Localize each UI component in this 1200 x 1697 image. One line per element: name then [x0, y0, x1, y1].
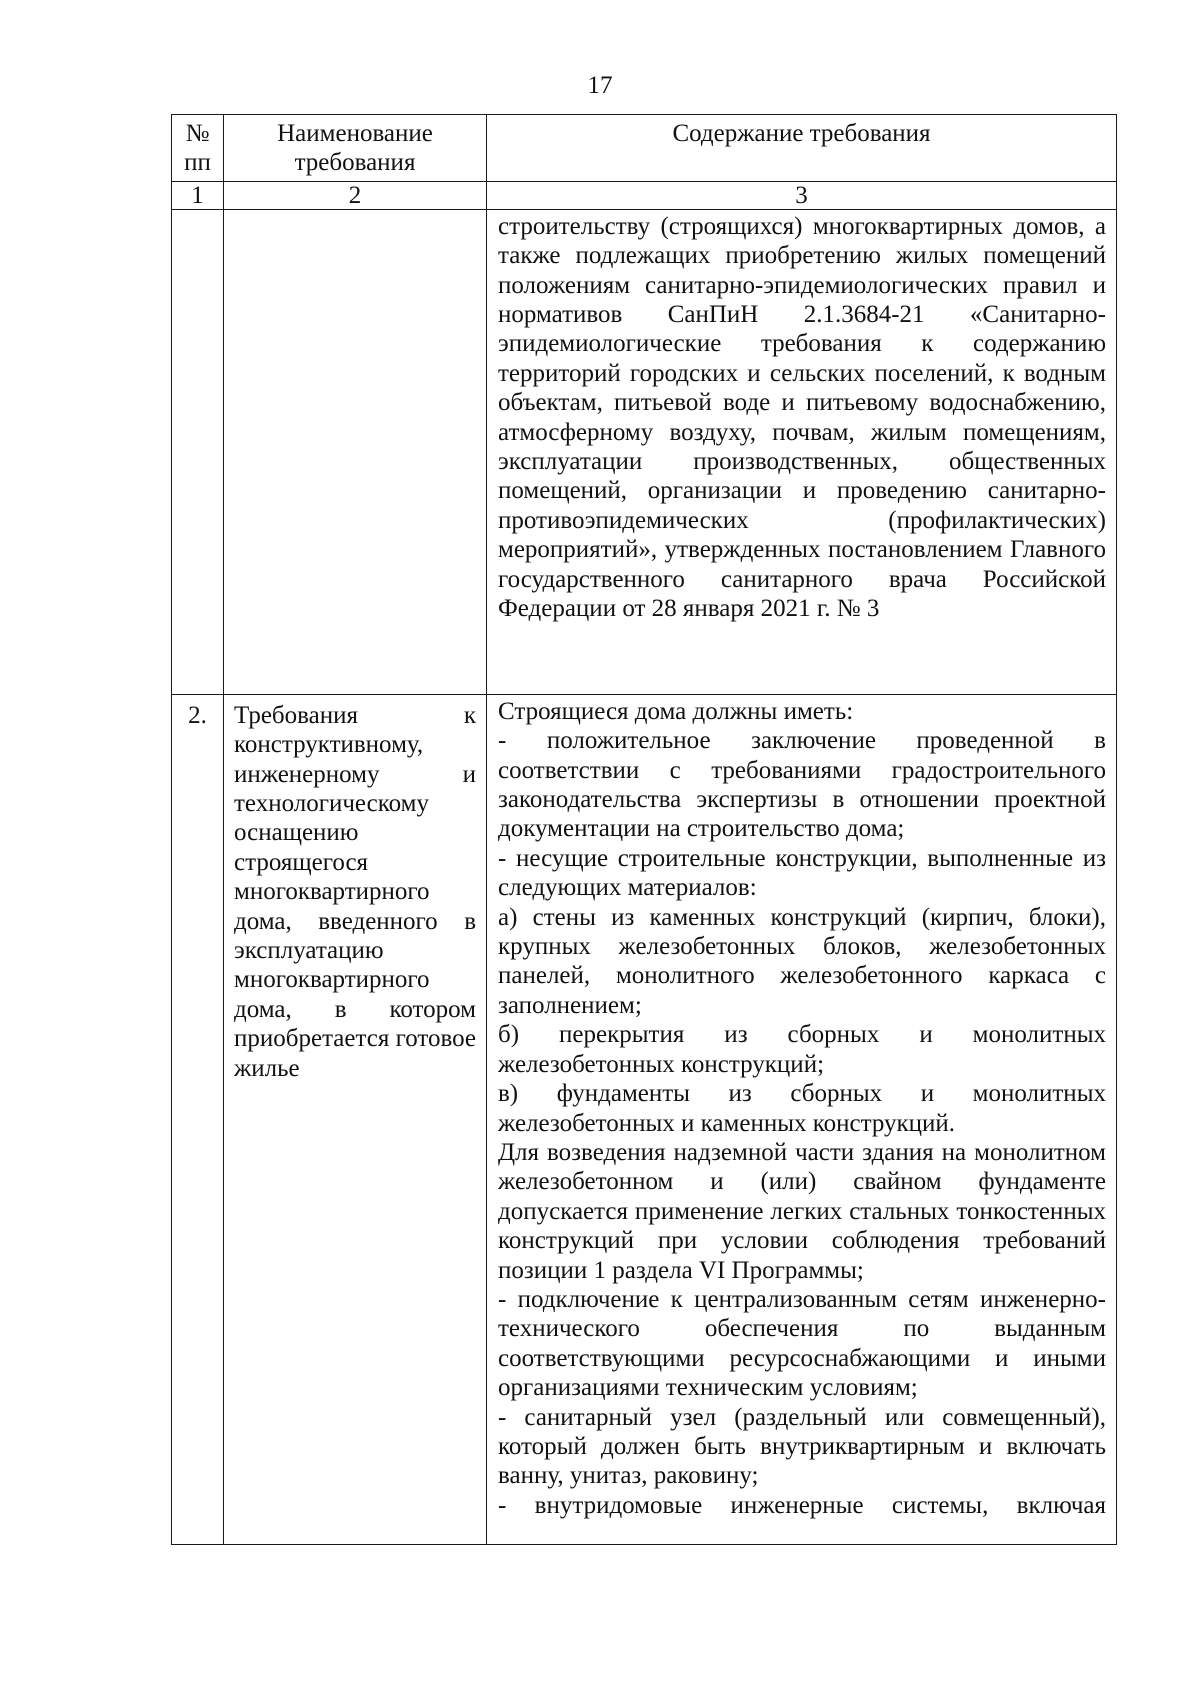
header-content: Содержание требования — [487, 115, 1117, 182]
column-numbers-row — [172, 181, 1117, 209]
requirement-name — [224, 209, 487, 694]
requirement-name: Требования к конструктивному, инженерному и технологическому оснащению строящегося многоквартирного дома, введенного в эксплуатацию многоквартирного дома, в котором приобретается готовое жилье — [224, 694, 487, 1544]
content-paragraph: - положительное заключение проведенной в соответствии с требованиями градостроительного законодательства экспертизы в отношении проектной документации на строительство дома; — [498, 727, 1106, 843]
row-number: 2. — [172, 694, 224, 1544]
column-number: 3 — [487, 181, 1117, 209]
requirement-content — [487, 694, 1117, 1544]
content-paragraph: Для возведения надземной части здания на монолитном железобетонном и (или) свайном фундаменте допускается применение легких стальных тонкостенных конструкций при условии соблюдения требований позиции 1 раздела VI Программы; — [498, 1138, 1106, 1284]
header-number: № пп — [172, 115, 224, 182]
table-row — [172, 694, 1117, 1544]
content-paragraph: строительству (строящихся) многоквартирных домов, а также подлежащих приобретению жилых помещений положениям санитарно-эпидемиологических правил и нормативов СанПиН 2.1.3684-21 «Санитарно-эпидемиологические требования к содержанию территорий городских и сельских поселений, к водным объектам, питьевой воде и питьевому водоснабжению, атмосферному воздуху, почвам, жилым помещениям, эксплуатации производственных, общественных помещений, организации и проведению санитарно-противоэпидемических (профилактических) мероприятий», утвержденных постановлением Главного государственного санитарного врача Российской Федерации от 28 января 2021 г. № 3 — [498, 212, 1106, 623]
row-number — [172, 209, 224, 694]
table-header-row — [172, 115, 1117, 182]
requirement-content — [487, 209, 1117, 694]
content-paragraph: - санитарный узел (раздельный или совмещенный), который должен быть внутриквартирным и включать ванну, унитаз, раковину; — [498, 1403, 1106, 1490]
requirements-table — [171, 114, 1117, 1545]
content-paragraph: в) фундаменты из сборных и монолитных железобетонных и каменных конструкций. — [498, 1080, 1106, 1137]
table-row — [172, 209, 1117, 694]
content-paragraph: - внутридомовые инженерные системы, включая — [498, 1491, 1106, 1519]
content-paragraph: а) стены из каменных конструкций (кирпич, блоки), крупных железобетонных блоков, железобетонных панелей, монолитного железобетонного каркаса с заполнением; — [498, 903, 1106, 1019]
header-name: Наименование требования — [224, 115, 487, 182]
content-paragraph: Строящиеся дома должны иметь: — [498, 697, 854, 725]
column-number: 1 — [172, 181, 224, 209]
page-number: 17 — [587, 72, 613, 99]
content-paragraph: - несущие строительные конструкции, выполненные из следующих материалов: — [498, 844, 1106, 902]
content-paragraph: б) перекрытия из сборных и монолитных железобетонных конструкций; — [498, 1021, 1106, 1078]
content-paragraph: - подключение к централизованным сетям инженерно-технического обеспечения по выданным соответствующими ресурсоснабжающими и иными организациями техническим условиям; — [498, 1285, 1106, 1402]
column-number: 2 — [224, 181, 487, 209]
